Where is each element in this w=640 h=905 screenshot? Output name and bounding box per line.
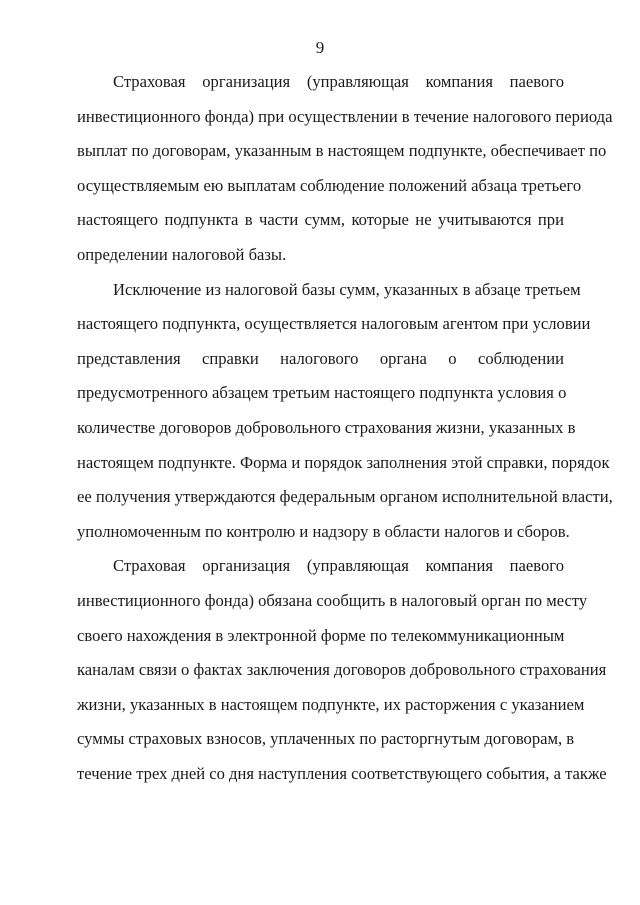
page-number: 9 xyxy=(315,38,325,57)
text-line: настоящего подпункта, осуществляется налоговым агентом при условии xyxy=(77,314,591,334)
paragraph-1 xyxy=(77,65,613,273)
text-line: представления справки налогового органа о соблюдении xyxy=(77,348,564,368)
text-line: инвестиционного фонда) обязана сообщить в налоговый орган по месту xyxy=(77,590,588,610)
text-line: осуществляемым ею выплатам соблюдение положений абзаца третьего xyxy=(77,175,582,195)
text-line: течение трех дней со дня наступления соответствующего события, а также xyxy=(77,763,607,783)
text-line: суммы страховых взносов, уплаченных по расторгнутым договорам, в xyxy=(77,729,575,749)
text-line: жизни, указанных в настоящем подпункте, их расторжения с указанием xyxy=(77,694,585,714)
text-line: Исключение из налоговой базы сумм, указанных в абзаце третьем xyxy=(113,279,581,299)
document-body xyxy=(77,65,613,791)
text-line: каналам связи о фактах заключения договоров добровольного страхования xyxy=(77,660,607,680)
text-line: ее получения утверждаются федеральным органом исполнительной власти, xyxy=(77,487,613,507)
text-line: Страховая организация (управляющая компания паевого xyxy=(113,556,564,576)
text-line: инвестиционного фонда) при осуществлении в течение налогового периода xyxy=(77,106,613,126)
text-line: определении налоговой базы. xyxy=(77,244,287,264)
text-line: настоящего подпункта в части сумм, которые не учитываются при xyxy=(77,210,564,230)
text-line: Страховая организация (управляющая компания паевого xyxy=(113,72,564,91)
text-line: предусмотренного абзацем третьим настоящего подпункта условия о xyxy=(77,383,567,403)
paragraph-3 xyxy=(77,549,607,791)
text-line: настоящем подпункте. Форма и порядок заполнения этой справки, порядок xyxy=(77,452,610,472)
text-line: выплат по договорам, указанным в настоящем подпункте, обеспечивает по xyxy=(77,141,607,161)
text-line: своего нахождения в электронной форме по телекоммуникационным xyxy=(77,625,565,645)
paragraph-2 xyxy=(77,273,613,550)
text-line: количестве договоров добровольного страхования жизни, указанных в xyxy=(77,417,576,437)
text-line: уполномоченным по контролю и надзору в области налогов и сборов. xyxy=(77,521,570,541)
